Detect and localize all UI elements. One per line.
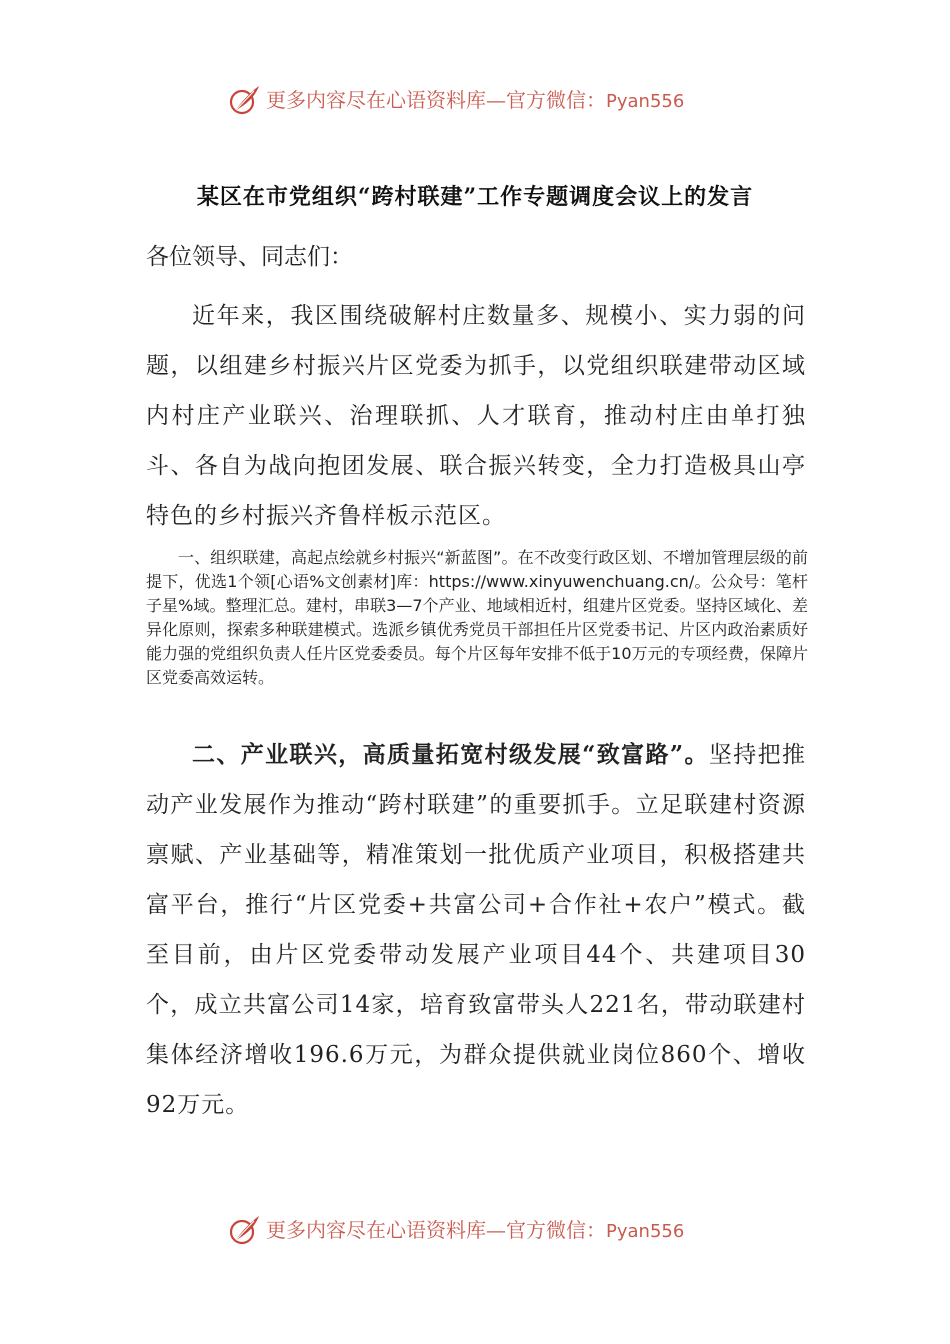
document-title: 某区在市党组织“跨村联建”工作专题调度会议上的发言 <box>196 184 754 210</box>
watermark-text <box>266 1215 684 1245</box>
quill-logo-icon <box>226 82 262 118</box>
salutation: 各位领导、同志们： <box>146 244 353 270</box>
section-1-paragraph: 一、组织联建，高起点绘就乡村振兴“新蓝图”。在不改变行政区划、不增加管理层级的前提下，优选1个领[心语%文创素材]库：https://www.xinyuwenchuang.cn/。公众号：笔杆子星%域。整理汇总。建村，串联3—7个产业、地域相近村，组建片区党委。坚持区域化、差异化原则，探索多种联建模式。选派乡镇优秀党员干部担任片区党委书记、片区内政治素质好能力强的党组织负责人任片区党委委员。每个片区每年安排不低于10万元的专项经费，保障片区党委高效运转。 <box>146 548 808 687</box>
quill-logo-icon <box>226 1212 262 1248</box>
watermark-text <box>266 85 684 115</box>
header-watermark <box>0 80 950 120</box>
wechat-id: Pyan556 <box>606 91 685 112</box>
section-2-body: 坚持把推动产业发展作为推动“跨村联建”的重要抓手。立足联建村资源禀赋、产业基础等，精准策划一批优质产业项目，积极搭建共富平台，推行“片区党委+共富公司+合作社+农户”模式。截至目前，由片区党委带动发展产业项目44个、共建项目30个，成立共富公司14家，培育致富带头人221名，带动联建村集体经济增收196.6万元，为群众提供就业岗位860个、增收92万元。 <box>146 742 807 1118</box>
section-2-heading: 二、产业联兴，高质量拓宽村级发展“致富路”。 <box>192 741 709 768</box>
wechat-id: Pyan556 <box>606 1221 685 1242</box>
section-2-paragraph <box>146 730 806 1130</box>
footer-watermark <box>0 1210 950 1250</box>
watermark-label: 更多内容尽在心语资料库—官方微信： <box>266 88 606 112</box>
intro-paragraph: 近年来，我区围绕破解村庄数量多、规模小、实力弱的问题，以组建乡村振兴片区党委为抓手，以党组织联建带动区域内村庄产业联兴、治理联抓、人才联育，推动村庄由单打独斗、各自为战向抱团发展、联合振兴转变，全力打造极具山亭特色的乡村振兴齐鲁样板示范区。 <box>146 303 806 529</box>
watermark-label: 更多内容尽在心语资料库—官方微信： <box>266 1218 606 1242</box>
